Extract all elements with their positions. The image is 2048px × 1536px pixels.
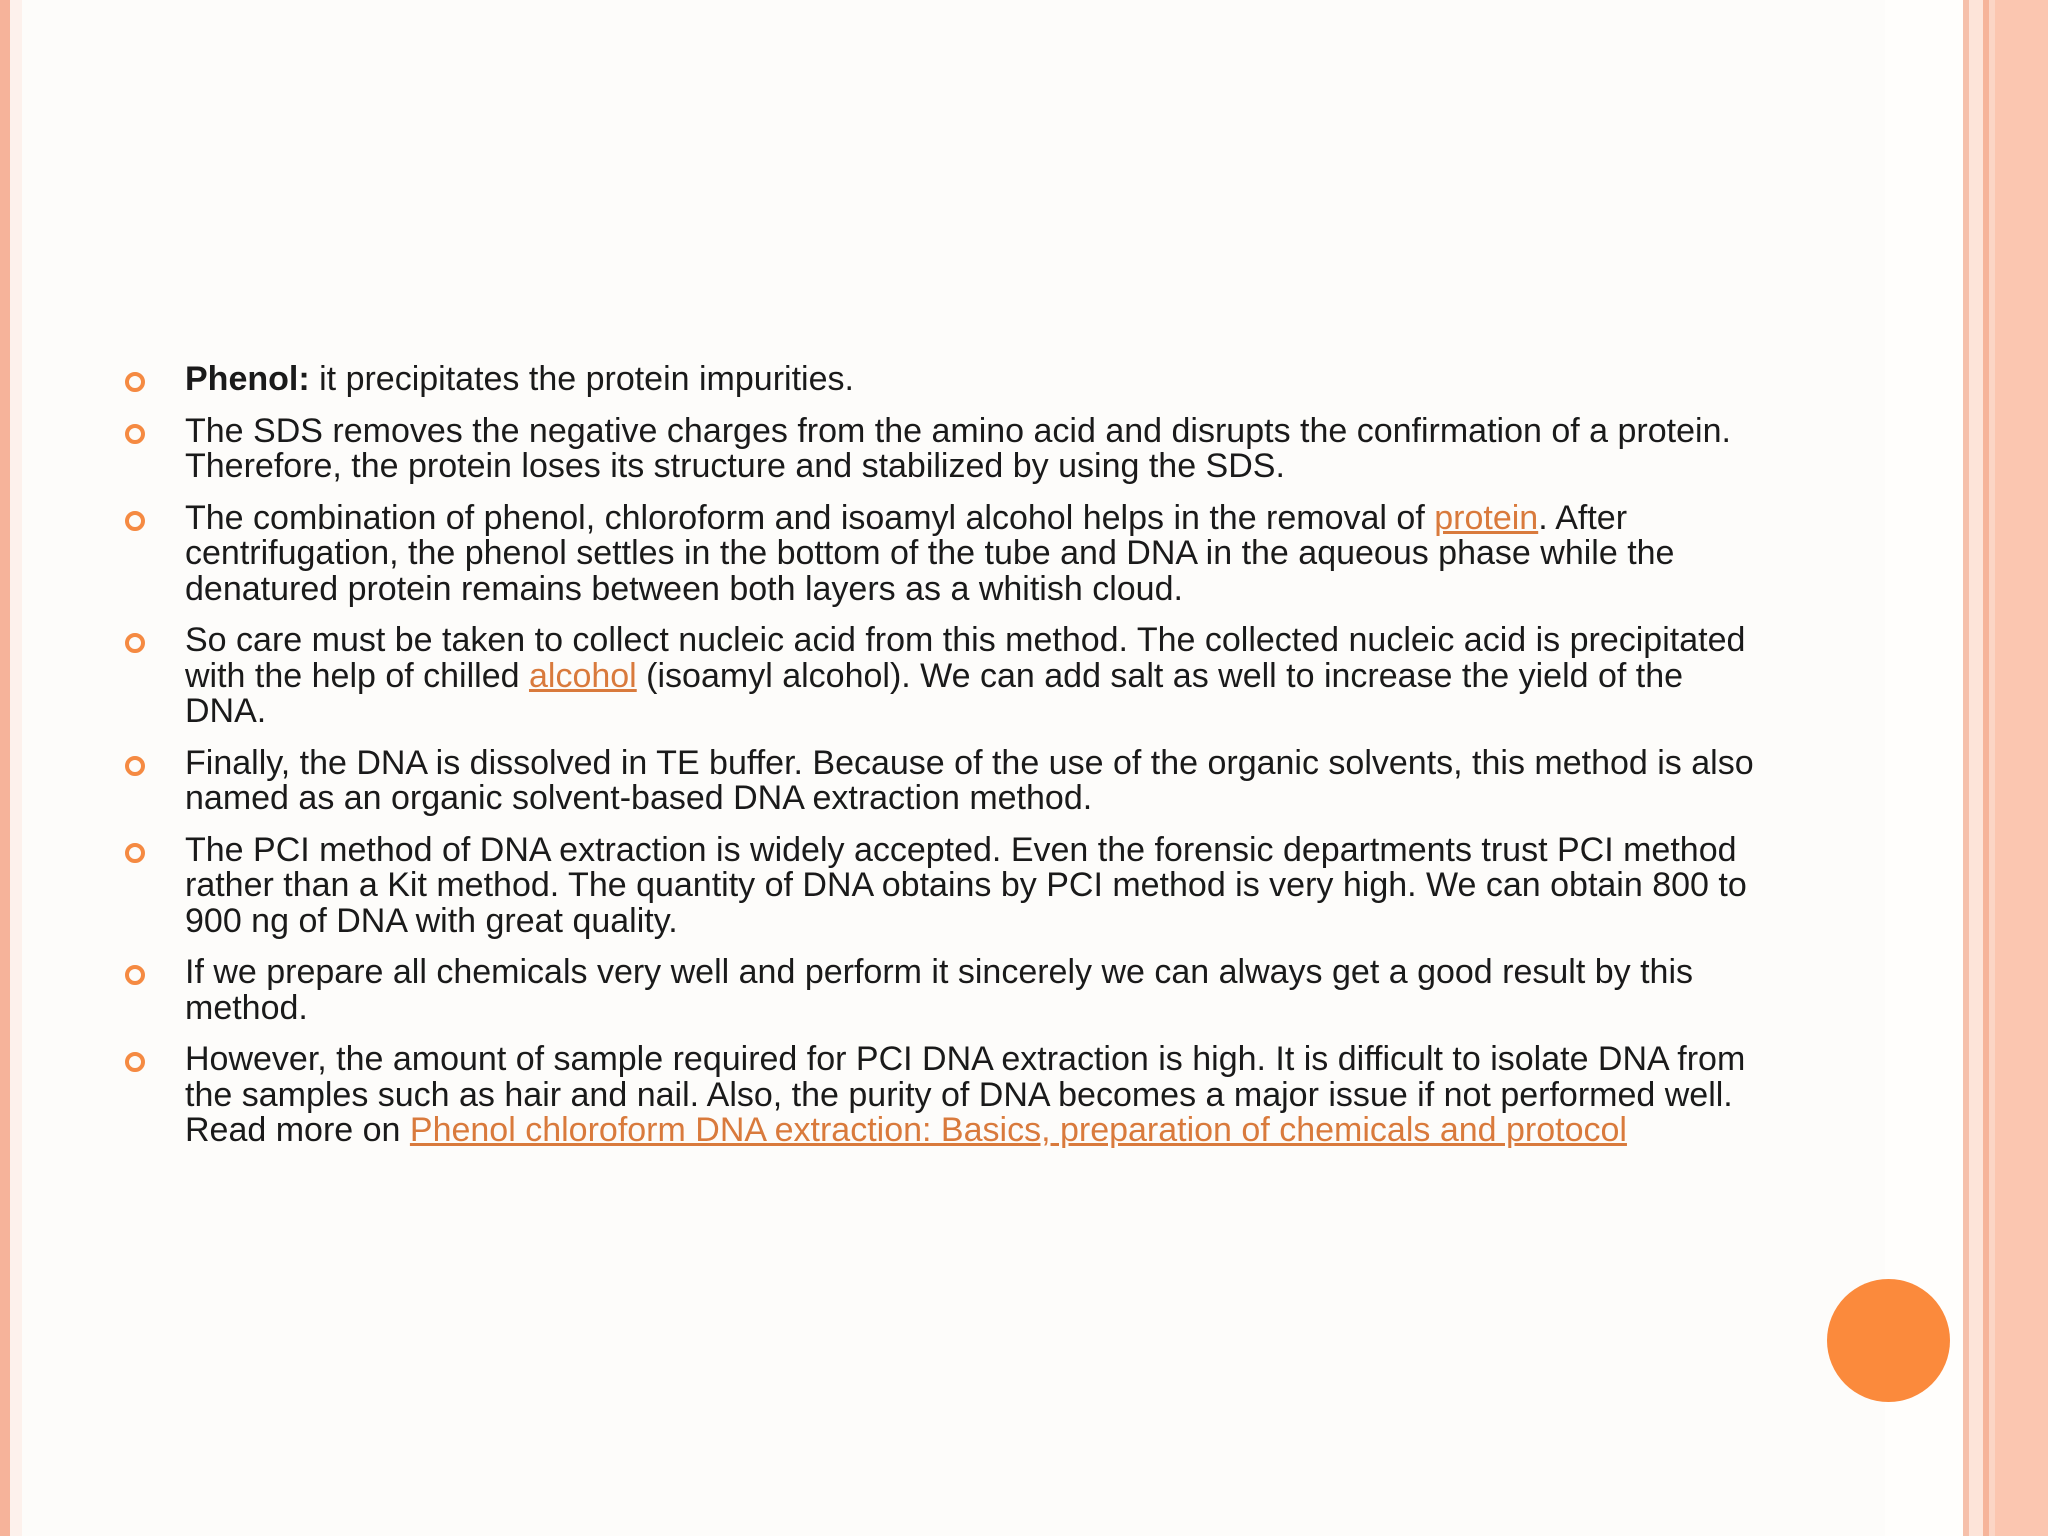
bullet-text: The PCI method of DNA extraction is widely accepted. Even the forensic departments trust PCI method rather than a Kit method. The quantity of DNA obtains by PCI method is very high. We can obtain 800 to 900 ng of DNA with great quality. (185, 830, 1747, 940)
bullet-item-care (120, 623, 1760, 730)
right-stripe (1969, 0, 1983, 1536)
bullet-text: (isoamyl alcohol). We can add salt as well to increase the yield of the DNA. (185, 656, 1684, 730)
bullet-item-however (120, 1042, 1760, 1149)
slide-content (120, 362, 1760, 1165)
bullet-ring-icon (125, 843, 145, 863)
bullet-item-combination (120, 498, 1760, 608)
bullet-ring-icon (125, 424, 145, 444)
bullet-text: it precipitates the protein impurities. (309, 360, 854, 398)
bullet-item-te-buffer (120, 743, 1760, 817)
bullet-text: Finally, the DNA is dissolved in TE buffer. Because of the use of the organic solvents, this method is also named as an organic solvent-based DNA extraction method. (185, 743, 1754, 817)
bullet-text: . After centrifugation, the phenol settles in the bottom of the tube and DNA in the aqueous phase while the denatured protein remains between both layers as a whitish cloud. (185, 498, 1675, 608)
left-border (0, 0, 10, 1536)
orange-circle-decoration (1827, 1279, 1950, 1402)
bullet-ring-icon (125, 965, 145, 985)
bullet-item-prepare (120, 955, 1760, 1026)
bullet-item-pci-method (120, 830, 1760, 940)
bullet-item-sds (120, 411, 1760, 485)
bullet-ring-icon (125, 756, 145, 776)
read-more-link[interactable]: Phenol chloroform DNA extraction: Basics, preparation of chemicals and protocol (409, 1111, 1627, 1149)
bullet-ring-icon (125, 372, 145, 392)
right-stripe (1995, 0, 2048, 1536)
bullet-term: Phenol: (185, 360, 310, 398)
bullet-list (120, 362, 1760, 1149)
bullet-text: The combination of phenol, chloroform and isoamyl alcohol helps in the removal of (185, 498, 1435, 537)
bullet-item-phenol (120, 362, 1760, 398)
bullet-ring-icon (125, 511, 145, 531)
bullet-text: If we prepare all chemicals very well and perform it sincerely we can always get a good result by this method. (185, 953, 1694, 1027)
bullet-text: So care must be taken to collect nucleic acid from this method. The collected nucleic acid is precipitated with the help of chilled (185, 621, 1746, 695)
bullet-ring-icon (125, 1052, 145, 1072)
bullet-text: However, the amount of sample required for PCI DNA extraction is high. It is difficult to isolate DNA from the samples such as hair and nail. Also, the purity of DNA becomes a major issue if not performed well. Read more on (185, 1040, 1746, 1149)
protein-link[interactable]: protein (1434, 498, 1539, 537)
alcohol-link[interactable]: alcohol (528, 656, 637, 695)
bullet-text: The SDS removes the negative charges from the amino acid and disrupts the confirmation of a protein. Therefore, the protein loses its structure and stabilized by using the SDS. (185, 411, 1731, 485)
left-border-inner (10, 0, 22, 1536)
bullet-ring-icon (125, 633, 145, 653)
